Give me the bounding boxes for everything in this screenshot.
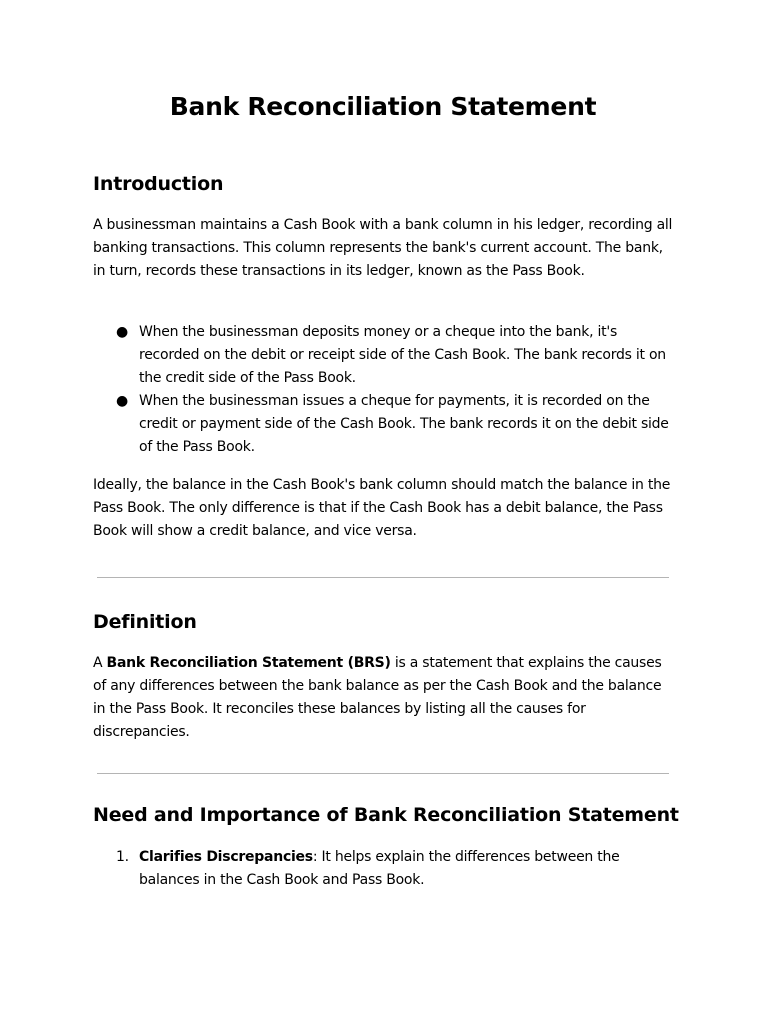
list-item-text: When the businessman issues a cheque for payments, it is recorded on the credit or payment side of the Cash Book. The bank records it on the debit side of the Pass Book. bbox=[139, 393, 669, 455]
list-item bbox=[93, 390, 673, 459]
definition-heading: Definition bbox=[93, 611, 197, 633]
introduction-closing-paragraph: Ideally, the balance in the Cash Book's bank column should match the balance in the Pass Book. The only difference is that if the Cash Book has a debit balance, the Pass Book will show a credit balance, and vice versa. bbox=[93, 477, 671, 539]
list-item-number: 1. bbox=[116, 849, 129, 865]
introduction-bullet-list bbox=[93, 321, 673, 459]
definition-paragraph bbox=[93, 652, 673, 744]
bullet-icon: ● bbox=[116, 324, 128, 340]
list-item-text: When the businessman deposits money or a cheque into the bank, it's recorded on the debit or receipt side of the Cash Book. The bank records it on the credit side of the Pass Book. bbox=[139, 324, 666, 386]
list-item bbox=[93, 846, 673, 892]
definition-text: is a statement that explains the causes of any differences between the bank balance as per the Cash Book and the balance in the Pass Book. It reconciles these balances by listing all the causes for discrepancies. bbox=[93, 655, 662, 740]
importance-heading: Need and Importance of Bank Reconciliation Statement bbox=[93, 804, 679, 826]
introduction-heading: Introduction bbox=[93, 173, 224, 195]
importance-numbered-list bbox=[93, 846, 673, 892]
bullet-icon: ● bbox=[116, 393, 128, 409]
introduction-paragraph: A businessman maintains a Cash Book with a bank column in his ledger, recording all banking transactions. This column represents the bank's current account. The bank, in turn, records these transactions in its ledger, known as the Pass Book. bbox=[93, 217, 673, 279]
section-divider bbox=[97, 577, 669, 578]
list-item bbox=[93, 321, 673, 390]
definition-prefix: A bbox=[93, 655, 107, 671]
list-item-text: : It helps explain the differences between the balances in the Cash Book and Pass Book. bbox=[139, 849, 620, 888]
list-item-term: Clarifies Discrepancies bbox=[139, 849, 313, 865]
page-title: Bank Reconciliation Statement bbox=[169, 92, 597, 121]
definition-term: Bank Reconciliation Statement (BRS) bbox=[106, 655, 391, 671]
section-divider bbox=[97, 773, 669, 774]
